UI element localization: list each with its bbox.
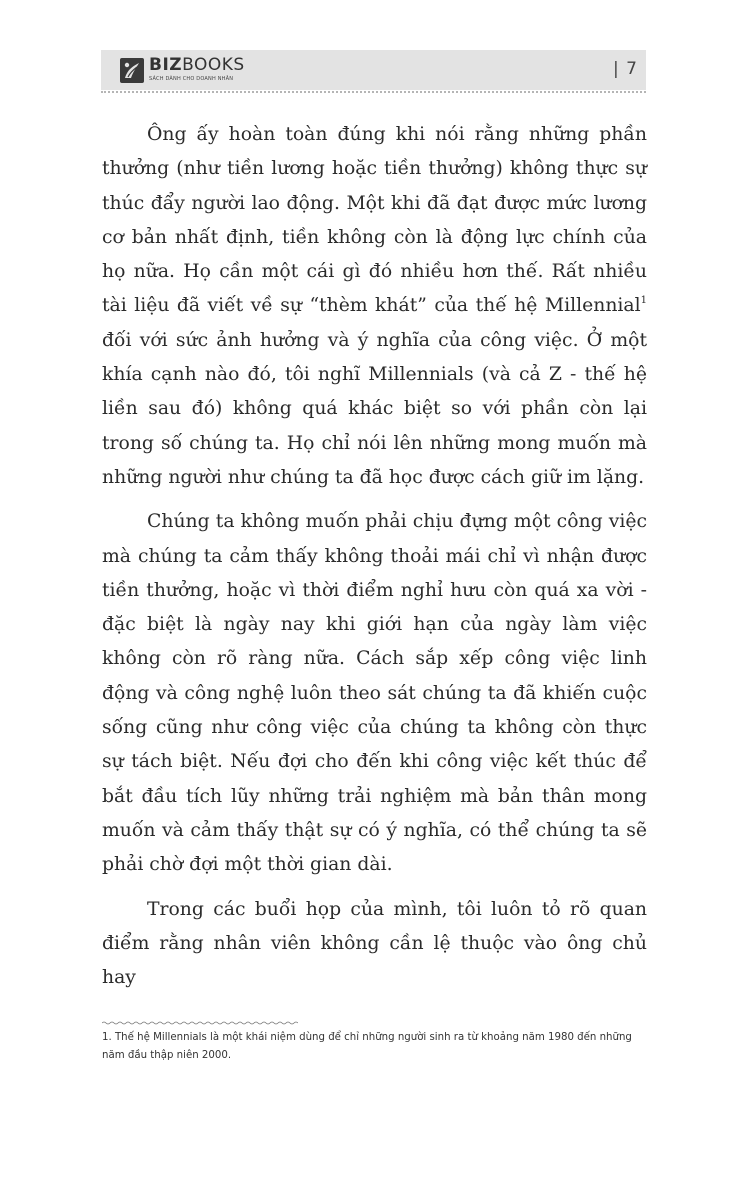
brand-name-bold: BIZ (149, 55, 183, 75)
paragraph-1 (102, 118, 647, 495)
paragraph-3: Trong các buổi họp của mình, tôi luôn tỏ rõ quan điểm rằng nhân viên không cần lệ thuộc vào ông chủ hay (102, 898, 647, 989)
brand-tagline: SÁCH DÀNH CHO DOANH NHÂN (149, 76, 234, 82)
header-dotted-rule (101, 91, 646, 93)
footnote: 1. Thế hệ Millennials là một khái niệm dùng để chỉ những người sinh ra từ khoảng năm 1980 đến những năm đầu thập niên 2000. (102, 1032, 632, 1061)
body-text (102, 118, 647, 1005)
brand-block (149, 57, 245, 83)
page-number: | 7 (613, 59, 638, 79)
footnote-separator (102, 1021, 298, 1025)
footnote-marker: 1 (640, 295, 647, 307)
running-header (101, 50, 646, 90)
paragraph-1-part-a: Ông ấy hoàn toàn đúng khi nói rằng những phần thưởng (như tiền lương hoặc tiền thưởng) không thực sự thúc đẩy người lao động. Một khi đã đạt được mức lương cơ bản nhất định, tiền không còn là động lực chính của họ nữa. Họ cần một cái gì đó nhiều hơn thế. Rất nhiều tài liệu đã viết về sự “thèm khát” của thế hệ Millennial (102, 124, 647, 317)
bizbooks-logo-icon (119, 57, 145, 84)
brand-name-regular: BOOKS (182, 55, 245, 75)
paragraph-2: Chúng ta không muốn phải chịu đựng một công việc mà chúng ta cảm thấy không thoải mái chỉ vì nhận được tiền thưởng, hoặc vì thời điểm nghỉ hưu còn quá xa vời - đặc biệt là ngày nay khi giới hạn của ngày làm việc không còn rõ ràng nữa. Cách sắp xếp công việc linh động và công nghệ luôn theo sát chúng ta đã khiến cuộc sống cũng như công việc của chúng ta không còn thực sự tách biệt. Nếu đợi cho đến khi công việc kết thúc để bắt đầu tích lũy những trải nghiệm mà bản thân mong muốn và cảm thấy thật sự có ý nghĩa, có thể chúng ta sẽ phải chờ đợi một thời gian dài. (102, 511, 647, 876)
brand-name (149, 57, 245, 74)
paragraph-1-part-b: đối với sức ảnh hưởng và ý nghĩa của công việc. Ở một khía cạnh nào đó, tôi nghĩ Millennials (và cả Z - thế hệ liền sau đó) không quá khác biệt so với phần còn lại trong số chúng ta. Họ chỉ nói lên những mong muốn mà những người như chúng ta đã học được cách giữ im lặng. (102, 329, 647, 488)
